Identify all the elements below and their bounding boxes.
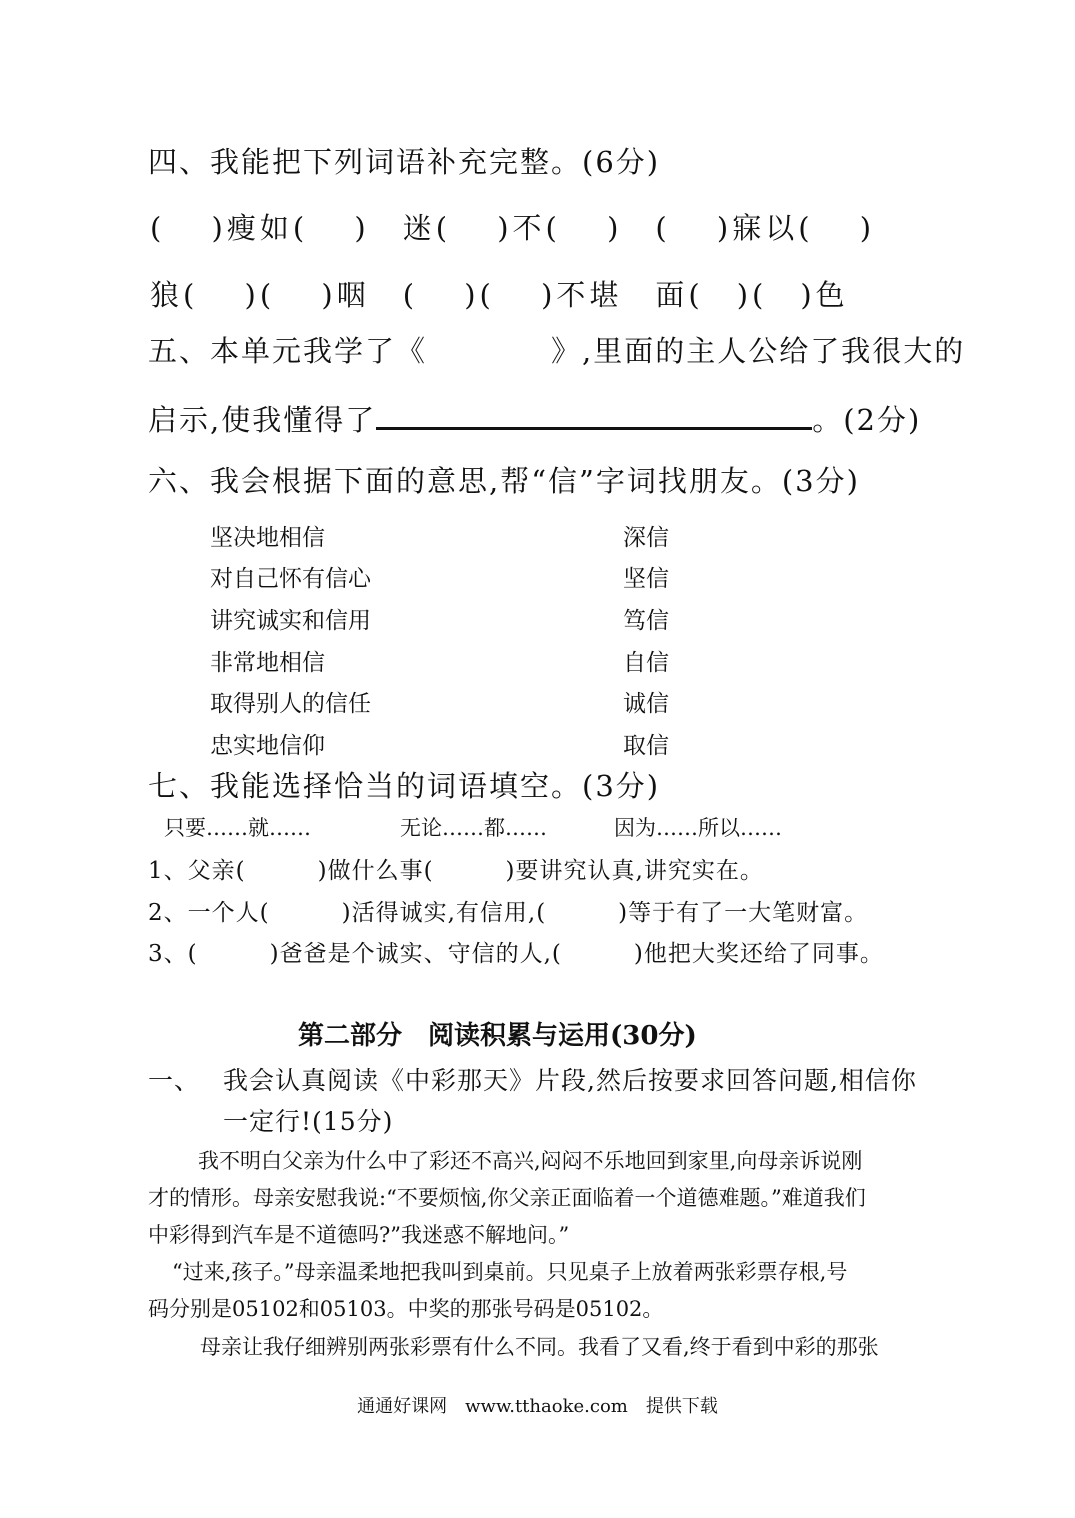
meaning-2: 对自己怀有信心	[210, 566, 371, 592]
passage-line-1: 我不明白父亲为什么中了彩还不高兴,闷闷不乐地回到家里,向母亲诉说刚	[198, 1149, 863, 1173]
section-5-line-2	[148, 401, 921, 435]
section-5-prompt: 启示,使我懂得了	[148, 403, 377, 437]
word-2: 坚信	[623, 566, 669, 592]
footer-source: 通通好课网 www.tthaoke.com 提供下载	[357, 1396, 718, 1417]
word-5: 诚信	[623, 691, 669, 717]
meaning-3: 讲究诚实和信用	[210, 608, 371, 634]
part-2-heading: 第二部分 阅读积累与运用(30分)	[298, 1021, 697, 1051]
passage-line-2: 才的情形。母亲安慰我说:“不要烦恼,你父亲正面临着一个道德难题。”难道我们	[148, 1186, 866, 1210]
meaning-4: 非常地相信	[210, 650, 325, 676]
meaning-5: 取得别人的信任	[210, 691, 371, 717]
word-1: 深信	[623, 525, 669, 551]
section-7-title: 七、我能选择恰当的词语填空。(3分)	[148, 769, 661, 803]
section-4-row-1: ( )瘦如( ) 迷( )不( ) ( )寐以( )	[150, 211, 876, 245]
passage-line-4: “过来,孩子。”母亲温柔地把我叫到桌前。只见桌子上放着两张彩票存根,号	[172, 1260, 848, 1284]
fill-question-1: 1、父亲( )做什么事( )要讲究认真,讲究实在。	[148, 858, 764, 884]
section-5-line-1: 五、本单元我学了《 》,里面的主人公给了我很大的	[148, 334, 966, 368]
reading-q1-line-1: 我会认真阅读《中彩那天》片段,然后按要求回答问题,相信你	[223, 1066, 917, 1095]
section-4-title: 四、我能把下列词语补充完整。(6分)	[148, 145, 661, 179]
word-3: 笃信	[623, 608, 669, 634]
word-6: 取信	[623, 733, 669, 759]
reading-q1-number: 一、	[148, 1066, 201, 1095]
meaning-1: 坚决地相信	[210, 525, 325, 551]
word-4: 自信	[623, 650, 669, 676]
fill-question-3: 3、( )爸爸是个诚实、守信的人,( )他把大奖还给了同事。	[148, 941, 884, 967]
option-1: 只要……就……	[164, 816, 311, 840]
option-3: 因为……所以……	[614, 816, 782, 840]
section-6-title: 六、我会根据下面的意思,帮“信”字词找朋友。(3分)	[148, 464, 860, 498]
passage-line-5: 码分别是05102和05103。中奖的那张号码是05102。	[148, 1297, 664, 1321]
passage-line-6: 母亲让我仔细辨别两张彩票有什么不同。我看了又看,终于看到中彩的那张	[200, 1335, 879, 1359]
reading-q1-line-2: 一定行!(15分)	[223, 1107, 394, 1136]
answer-blank-line[interactable]	[376, 401, 812, 430]
fill-question-2: 2、一个人( )活得诚实,有信用,( )等于有了一大笔财富。	[148, 900, 869, 926]
passage-line-3: 中彩得到汽车是不道德吗?”我迷惑不解地问。”	[148, 1223, 570, 1247]
section-5-score: 。(2分)	[812, 403, 922, 437]
section-4-row-2: 狼( )( )咽 ( )( )不堪 面( )( )色	[150, 278, 849, 312]
option-2: 无论……都……	[400, 816, 547, 840]
meaning-6: 忠实地信仰	[210, 733, 325, 759]
